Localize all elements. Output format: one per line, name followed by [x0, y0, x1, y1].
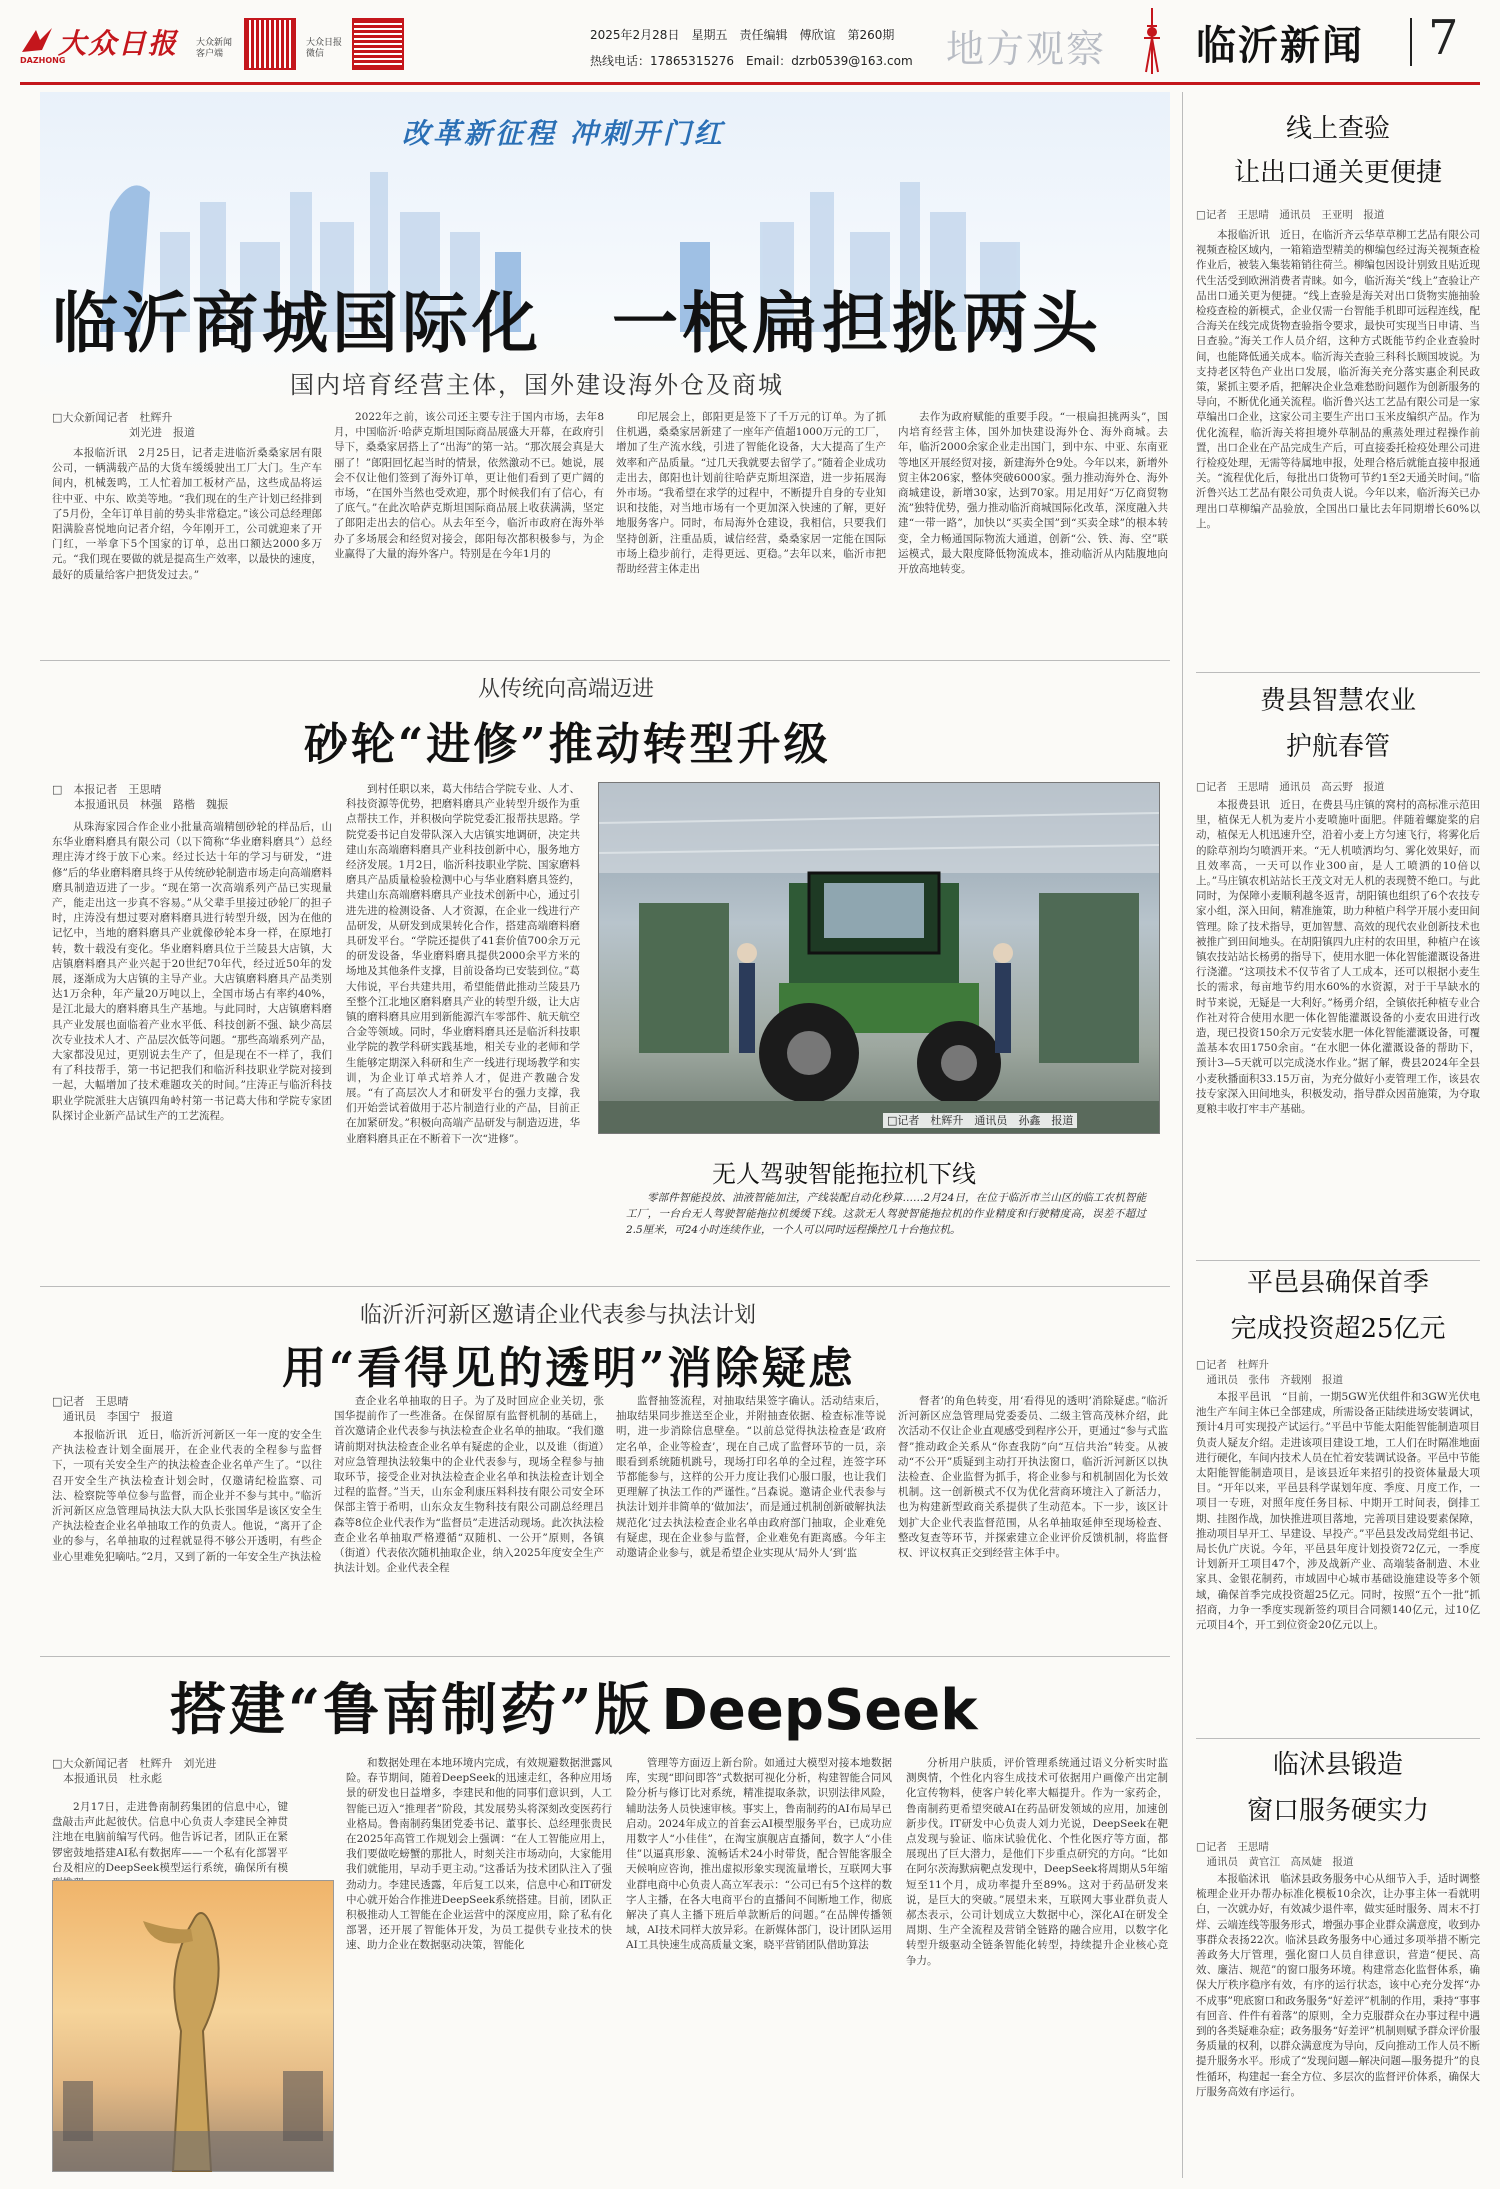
story2-paragraph: 到村任职以来，葛大伟结合学院专业、人才、科技资源等优势，把磨料磨具产业转型升级作为重点帮扶工作，并积极向学院党委汇报帮扶思路。学院党委书记自发带队深入大店镇实地调研，决定共建山东高端磨料磨具产业科技创新中心，服务地方经济发展。1月2日，临沂科技职业学院、国家磨料磨具产品质量检验检测中心与华业磨料磨具签约，共建山东高端磨料磨具产业技术创新中心，通过引进先进的检测设备、人才资源，在企业一线进行产品研发，从研发到成果转化合作，搭建高端磨料磨具研发平台。“学院还提供了41套价值700余万元的研发设备，华业磨料磨具提供2000余平方米的场地及其他条件支撑，目前设备均已安装到位。”葛大伟说，平台共建共用，希望能借此推动兰陵县乃至整个江北地区磨料磨具产业的转型升级，让大店镇的磨料磨具应用到新能源汽车零部件、航天航空合金等领域。同时，华业磨料磨具还是临沂科技职业学院的教学科研实践基地，相关专业的老师和学生能够定期深入科研和生产一线进行现场教学和实训，为企业订单式培养人才，促进产教融合发展。“有了高层次人才和研发平台的强力支撑，我们开始尝试着做用于芯片制造行业的产品，目前正在加紧研发。”积极向高端产品研发与制造迈进，华业磨料磨具正在不断着下一次“进修”。: [346, 783, 580, 1145]
section-label: 地方观察: [946, 27, 1107, 71]
sidebar-section-divider: [1196, 1738, 1480, 1739]
lead-paragraph: 2022年之前，该公司还主要专注于国内市场，去年8月，中国临沂·哈萨克斯坦国际商品展盛大开幕，在政府引导下，桑桑家居搭上了“出海”的第一站。“那次展会真是大丽了！”郎阳回忆起当时的情景，依然激动不已。她说，展会不仅让他们签到了海外订单，更让他们看到了更广阔的市场，“在国外当然也受欢迎，那个时候我们有了信心，有了底气。”在此次哈萨克斯坦国际商品展上收获满满，坚定了郎阳走出去的信心。从去年至今，临沂市政府在海外举办了多场展会和经贸对接会，郎阳每次都积极参与，为企业赢得了大量的海外客户。特别是在今年1月的: [334, 411, 604, 560]
section-divider: [40, 660, 1170, 661]
qr-code-icon: [352, 18, 404, 70]
side3-headline-2: 完成投资超25亿元: [1230, 1314, 1446, 1344]
sidebar-section-divider: [1196, 672, 1480, 673]
story4-byline: □大众新闻记者 杜辉升 刘光进 本报通讯员 杜永彪: [52, 1757, 217, 1785]
story2-headline: 砂轮“进修”推动转型升级: [304, 719, 831, 770]
side1-paragraph: 本报临沂讯 近日，在临沂齐云华草草柳工艺品有限公司视频查检区域内，一箱箱造型精美的柳编包经过海关视频查检作业后，被装入集装箱销往荷兰。柳编包因设计别致且贴近现代生活受到欧洲消费者青睐。如今，临沂海关“线上”查验让产品出口通关更为便捷。“线上查验是海关对出口货物实施抽验检疫查检的新模式，企业仅需一台智能手机即可远程连线，配合海关在线完成货物查验指令要求，最快可实现当日申请、当日查验。”海关工作人员介绍，这种方式既能节约企业查验时间，也能降低通关成本。临沂海关查验三科科长顾国坡说。为支持老区特色产业出口发展，临沂海关充分落实惠企利民政策，紧抓主要矛盾，把解决企业急难愁盼问题作为创新服务的导向，不断优化通关流程。临沂鲁兴达工艺品有限公司是一家草编出口企业，这家公司主要生产出口玉米皮编织产品。作为优化流程，临沂海关将担境外草制品的熏蒸处理过程操作前置，出口企业在产品完成生产后，可直接委托检疫处理公司进行检疫处理，无需等待属地申报，处理合格后就能直接申报通关。“流程优化后，每批出口货物可节约1至2天通关时间。”临沂鲁兴达工艺品有限公司负责人说。今年以来，临沂海关已办理出口草柳编产品验放，全国出口量比去年同期增长60%以上。: [1196, 229, 1480, 530]
tv-tower-icon: [1140, 8, 1164, 74]
lead-subhead: 国内培育经营主体，国外建设海外仓及商城: [290, 371, 784, 399]
lead-column-4: [898, 410, 1168, 646]
story3-column-2: [334, 1394, 604, 1644]
story3-column-3: [616, 1394, 886, 1644]
side4-headline-2: 窗口服务硬实力: [1246, 1796, 1429, 1826]
logo-en: DAZHONG: [20, 56, 66, 65]
story3-byline: □记者 王思晴 通讯员 李国宁 报道: [52, 1395, 173, 1423]
logo-emblem-icon: [20, 26, 54, 56]
story3-column-4: [898, 1394, 1168, 1644]
tractor-photo: [598, 782, 1160, 1134]
qr-label-wechat: 大众日报 微信: [306, 38, 343, 59]
side4-byline: □记者 王思晴 通讯员 黄官江 高凤婕 报道: [1196, 1841, 1354, 1868]
sidebar-section-divider: [1196, 1260, 1480, 1261]
story3-column-1: [52, 1428, 322, 1644]
logo-text: 大众日报: [58, 27, 179, 60]
side3-body: [1196, 1390, 1480, 1732]
lead-column-2: [334, 410, 604, 646]
side3-byline: □记者 杜辉升 通讯员 张伟 齐载刚 报道: [1196, 1359, 1343, 1386]
side4-paragraph: 本报临沭讯 临沭县政务服务中心从细节入手，适时调整梳理企业开办帮办标准化模板10余次，让办事主体一看就明白，一次就办好，有效减少退件率，做实延时服务、周末不打烊、云端连线等服务形式，增强办事企业群众满意度，收到办事群众表扬22次。临沭县政务服务中心通过多项举措不断完善政务大厅管理，强化窗口人员自律意识，营造“便民、高效、廉洁、规范”的窗口服务环境。构建常态化监督体系，确保大厅秩序稳序有效，有序的运行状态，该中心充分发挥“办不成事”兜底窗口和政务服务“好差评”机制的作用，秉持“事事有回音、件件有着落”的原则，全力克服群众在办事过程中遇到的各类疑难杂症；政务服务“好差评”机制则赋予群众评价服务质量的权利，以群众满意度为导向，反向推动工作人员不断提升服务水平。形成了“发现问题—解决问题—服务提升”的良性循环，构建起一套全方位、多层次的监督评价体系，确保大厅服务高效有序运行。: [1196, 1873, 1480, 2098]
story2-paragraph: 从珠海家园合作企业小批量高端精刨砂轮的样品后，山东华业磨料磨具有限公司（以下简称“华业磨料磨具”）总经理庄涛才终于放下心来。经过长达十年的学习与研发，“进修”后的华业磨料磨具终于从传统砂轮制造市场走向高端磨料磨具制造迈进了一步。“现在第一次高端系列产品已实现量产，能走出这一步真不容易。”从父辈手里接过砂轮厂的担子时，庄涛没有想过要对磨料磨具进行转型升级，因为在他的记忆中，当地的磨料磨具产业就像砂轮本身一样，在原地打转，数十载没有变化。华业磨料磨具位于兰陵县大店镇，大店镇磨料磨具产业兴起于20世纪70年代，经过近50年的发展，逐渐成为大店镇的主导产业。大店镇磨料磨具产品类别达1万余种，年产量20万吨以上，全国市场占有率约40%，是江北最大的磨料磨具生产基地。与此同时，大店镇磨料磨具产业发展也面临着产业水平低、科技创新不强、缺少高层次专业技术人才、产品层次低等问题。“那些高端系列产品，大家都没见过，更别说去生产了，但是现在不一样了，我们有了科技帮手，第一书记把我们和临沂科技职业学院对接到一起，大幅增加了技术难题攻关的时间。”庄涛正与临沂科技职业学院派驻大店镇四角岭村第一书记葛大伟和学院专家团队探讨企业新产品试生产的工艺流程。: [52, 821, 332, 1122]
side1-headline-1: 线上查验: [1285, 114, 1390, 144]
side2-paragraph: 本报费县讯 近日，在费县马庄镇的窝村的高标准示范田里，植保无人机为麦片小麦喷施叶面肥。伴随着螺旋桨的启动，植保无人机迅速升空，沿着小麦上方匀速飞行，将雾化后的除草剂均匀喷洒开来。“无人机喷洒均匀、雾化效果好，而且效率高，一天可以作业300亩，是人工喷洒的10倍以上。”马庄镇农机站站长王茂文对无人机的表现赞不绝口。与此同时，为保障小麦顺利越冬返青，胡阳镇也组织了6个农技专家小组，深入田间，精准施策，助力种植户科学开展小麦田间管理。除了技术指导，更加智慧、高效的现代农业创新技术也被推广到田间地头。在胡阳镇四九庄村的农田里，种植户在该镇农技站站长杨勇的指导下，使用水肥一体化智能灌溉设备进行浇灌。“这项技术不仅节省了人工成本，还可以根据小麦生长的需求，每亩地节约用水60%的水资源，对于干旱缺水的时节来说，无疑是一大利好。”杨勇介绍，全镇依托种植专业合作社对符合使用水肥一体化智能灌溉设备的小麦农田进行改造，现已投资150余万元安装水肥一体化智能灌溉设备，可覆盖基本农田1750余亩。“在水肥一体化灌溉设备的帮助下，预计3—5天就可以完成浇水作业。”据了解，费县2024年全县小麦秋播面积33.15万亩，为充分做好小麦管理工作，该县农技专家深入田间地头，积极发动，指导群众因苗施策，为夺取夏粮丰收打牢丰产基础。: [1196, 799, 1480, 1116]
side4-body: [1196, 1872, 1480, 2178]
sidebar-divider: [1182, 92, 1183, 2178]
photo-title: 无人驾驶智能拖拉机下线: [712, 1160, 976, 1188]
side3-paragraph: 本报平邑讯 “目前，一期5GW光伏组件和3GW光伏电池生产车间主体已全部建成，所需设备正陆续进场安装调试，预计4月可实现投产试运行。”平邑中节能太阳能智能制造项目负责人疑友介绍。走进该项目建设工地，工人们在时隔准地面进行硬化，车间内技术人员在忙着安装调试设备。平邑中节能太阳能智能制造项目，是该县近年来招引的投资体量最大项目。“开年以来，平邑县科学谋划年度、季度、月度工作，一项目一专班，对照年度任务目标、中期开工时间表，倒排工期、挂图作战，加快推进项目落地，完善项目建设要素保障，推动项目早开工、早建设、早投产。”平邑县发改局党组书记、局长仇广庆说。今年，平邑县年度计划投资72亿元，一季度计划新开工项目47个，涉及战新产业、高端装备制造、木业家具、金银花制药，市域固中心城市基础设施建设等多个领域，确保首季完成投资超25亿元。同时，按照“五个一批”抓招商，力争一季度实现新签约项目合同额140亿元，过10亿元项目4个，开工到位资金20亿元以上。: [1196, 1391, 1480, 1632]
masthead: [0, 0, 1500, 80]
story4-paragraph: 2月17日，走进鲁南制药集团的信息中心，键盘敲击声此起彼伏。信息中心负责人李建民全神贯注地在电脑前编写代码。他告诉记者，团队正在紧锣密鼓地搭建AI私有数据库——一个私有化部署平台及相应的DeepSeek模型运行系统，确保所有模: [52, 1801, 288, 1874]
story2-column-1: [52, 820, 332, 1276]
page-title: 临沂新闻: [1196, 22, 1364, 69]
story4-headline-en: DeepSeek: [661, 1678, 978, 1743]
story2-column-2: [346, 782, 580, 1276]
story4-headline-cn: 搭建“鲁南制药”版: [170, 1677, 654, 1743]
lead-column-1: [52, 446, 322, 646]
story4-column-1: [52, 1800, 288, 1874]
story4-paragraph: 分析用户肤质，评价管理系统通过语义分析实时监测舆情，个性化内容生成技术可依据用户画像产出定制化宣传物料，使客户转化率大幅提升。作为一家药企，鲁南制药更希望突破AI在药品研发领域的应用，加速创新步伐。IT研发中心负责人刘力光说，DeepSeek在靶点发现与验证、临床试验优化、个性化医疗等方面，都展现出了巨大潜力，是他们下步重点研究的方向。“比如在阿尔茨海默病靶点发现中，DeepSeek将周期从5年缩短至11个月，成功率提升至89%。这对于药品研发来说，是巨大的突破。”展望未来，互联网大事业群负责人郝杰表示，公司计划成立大数据中心，深化AI在研发全周期、生产全流程及营销全链路的融合应用，以数字化转型升级驱动全链条智能化转型，持续提升企业核心竞争力。: [906, 1757, 1168, 1967]
qr-label-app: 大众新闻 客户端: [196, 38, 233, 59]
banner-slogan: 改革新征程 冲刺开门红: [402, 117, 725, 150]
side2-headline-1: 费县智慧农业: [1259, 686, 1416, 716]
side3-headline-1: 平邑县确保首季: [1246, 1268, 1429, 1298]
story3-headline: 用“看得见的透明”消除疑虑: [282, 1343, 856, 1394]
masthead-rule: [20, 82, 1480, 85]
lead-paragraph: 本报临沂讯 2月25日，记者走进临沂桑桑家居有限公司，一辆满载产品的大货车缓缓驶出工厂大门。生产车间内，机械轰鸣，工人忙着加工板材产品，这些成品将运往中亚、中东、欧美等地。“我们现在的生产计划已经排到了5月份，全年订单目前的势头非常稳定。”该公司总经理郎阳满脸喜悦地向记者介绍，今年刚开工，公司就迎来了开门红，一举拿下5个国家的订单，总出口额达2000多万元。“我们现在要做的就是提高生产效率，以最快的速度，最好的质量给客户把货发过去。”: [52, 447, 322, 581]
lead-paragraph: 印尼展会上，郎阳更是签下了千万元的订单。为了抓住机遇，桑桑家居新建了一座年产值超1000万元的工厂，增加了生产流水线，引进了智能化设备，大大提高了生产效率和产品质量。“过几天我就要去留学了。”随着企业成功走出去，郎阳也计划前往哈萨克斯坦深造，进一步拓展海外市场。“我希望在求学的过程中，不断提升自身的专业知识和技能，对当地市场有一个更加深入快速的了解，更好地服务客户。同时，布局海外仓建设，我相信，只要我们坚持创新，注重品质，诚信经营，桑桑家居一定能在国际市场上稳步前行，走得更远、更稳。”去年以来，临沂市把帮助经营主体走出: [616, 411, 886, 576]
side1-headline-2: 让出口通关更便捷: [1233, 158, 1442, 188]
lead-byline: □大众新闻记者 杜辉升 刘光进 报道: [52, 411, 195, 439]
side2-body: [1196, 798, 1480, 1254]
side1-byline: □记者 王思晴 通讯员 王亚明 报道: [1196, 209, 1385, 221]
story4-column-3: [626, 1756, 892, 2176]
section-divider: [40, 1286, 1170, 1287]
sculpture-photo: [52, 1880, 334, 2172]
photo-caption: 零部件智能投放、油液智能加注，产线装配自动化秒算……2月24日，在位于临沂市兰山区的临工农机智能工厂，一台台无人驾驶智能拖拉机缓缓下线。这款无人驾驶智能拖拉机的作业精度和行驶精度高，误差不超过2.5厘米，可24小时连续作业，一个人可以同时远程操控几十台拖拉机。: [626, 1192, 1146, 1236]
qr-code-icon: [244, 18, 296, 70]
side2-headline-2: 护航春管: [1285, 732, 1390, 762]
lead-column-3: [616, 410, 886, 646]
story3-paragraph: 本报临沂讯 近日，临沂沂河新区一年一度的安全生产执法检查计划全面展开，在企业代表的全程参与监督下，一项有关安全生产的执法检查企业名单产生了。“以往召开安全生产执法检查计划会时，仅邀请纪检监察、司法、检察院等单位参与监督，而企业并不参与其中。”临沂沂河新区应急管理局执法大队大队长张国华是该区安全生产执法检查企业名单抽取工作的负责人。他说，“离开了企业的参与，名单抽取的过程就显得不够公开透明，有些企业心里难免犯嘀咕。”2月，又到了新的一年安全生产执法检: [52, 1429, 322, 1563]
story3-kicker: 临沂沂河新区邀请企业代表参与执法计划: [360, 1303, 757, 1328]
newspaper-logo: [20, 22, 180, 64]
story4-column-4: [906, 1756, 1168, 2176]
story4-headline: [170, 1666, 978, 1746]
lead-headline: 临沂商城国际化 一根扁担挑两头: [52, 284, 1102, 362]
photo-credit: □记者 杜辉升 通讯员 孙鑫 报道: [883, 1113, 1077, 1128]
side2-byline: □记者 王思晴 通讯员 高云野 报道: [1196, 781, 1385, 793]
story4-paragraph: 管理等方面迈上新台阶。如通过大模型对接本地数据库，实现“即问即答”式数据可视化分析，构建智能合同风险分析与修订比对系统，精准提取条款，识别法律风险，辅助法务人员快速审核。事实上，鲁南制药的AI布局早已启动。2024年成立的首套云AI模型服务平台，已成功应用数字人“小佳佳”，在淘宝旗舰店直播间，数字人“小佳佳”以逼真形象、流畅话术24小时带货，配合智能客服全天候响应咨询，推出虚拟形象实现流量增长，互联网大事业群电商中心负责人高立军表示：“公司已有5个这样的数字人主播，在各大电商平台的直播间不间断地工作，彻底解决了真人主播下班后单款断后的问题。”在品牌传播领域，AI技术同样大放异彩。在新媒体部门，设计团队运用AI工具快速生成高质量文案，晓平营销团队借助算法: [626, 1757, 892, 1952]
side1-body: [1196, 228, 1480, 666]
story2-kicker: 从传统向高端迈进: [478, 677, 655, 702]
story3-paragraph: 督者’的角色转变，用‘看得见的透明’消除疑虑。”临沂沂河新区应急管理局党委委员、二级主管高茂林介绍，此次活动不仅让企业直观感受到程序公开，更通过“参与式监督”推动政企关系从“你查我防”向“互信共治”转变。从被动“不公开”质疑到主动打开执法窗口，临沂沂河新区以执法检查、企业监督为抓手，将企业参与和机制固化为长效机制。这一创新模式不仅为优化营商环境注入了新活力，也为构建新型政商关系提供了生动范本。下一步，该区计划扩大企业代表监督范围，从名单抽取延伸至现场检查、整改复查等环节，并探索建立企业评价反馈机制，将监督权、评议权真正交到经营主体手中。: [898, 1395, 1168, 1560]
story2-byline: □ 本报记者 王思晴 本报通讯员 林强 路楷 魏振: [52, 783, 228, 811]
section-divider: [40, 1656, 1170, 1657]
story4-paragraph: 和数据处理在本地环境内完成，有效规避数据泄露风险。春节期间，随着DeepSeek的迅速走红，各种应用场景的研发也日益增多，李建民和他的同事们意识到，人工智能已迈入“推理者”阶段，其发展势头将深刻改变医药行业格局。鲁南制药集团党委书记、董事长、总经理张贵民在2025年高管工作规划会上强调：“在人工智能应用上，我们要做吃螃蟹的那批人，时刻关注市场动向，大家能用我们就能用，早动手更主动。”这番话为技术团队注入了强劲动力。李建民透露，年后复工以来，信息中心和IT研发中心就开始合作推进DeepSeek系统搭建。目前，团队正积极推动人工智能在企业运营中的深度应用，除了私有化部署，还开展了智能体开发，为员工提供专业技术的快速、助力企业在数据驱动决策，智能化: [346, 1757, 612, 1952]
page-divider: [1410, 18, 1412, 66]
contact-line: 热线电话：17865315276 Email：dzrb0539@163.com: [590, 54, 913, 68]
side4-headline-1: 临沭县锻造: [1272, 1750, 1403, 1780]
page-number: 7: [1428, 10, 1459, 66]
story3-paragraph: 监督抽签流程，对抽取结果签字确认。活动结束后，抽取结果同步推送至企业，并附抽查依据、检查标准等说明，进一步消除信息壁垒。“以前总觉得执法检查是‘政府定名单，企业等检查’，现在自己成了监督环节的一员，亲眼看到系统随机跳号，现场打印名单的全过程，连签字环节都能参与，这样的公开力度让我们心服口服，也让我们更理解了执法工作的严谨性。”吕森说。邀请企业代表参与执法计划并非简单的‘做加法’，而是通过机制创新破解执法规范化‘过去执法检查企业名单由政府部门抽取，企业难免有疑虑，现在企业参与监督，企业难免有距离感。今年主动邀请企业参与，就是希望企业实现从‘局外人’到‘监: [616, 1395, 886, 1560]
date-line: 2025年2月28日 星期五 责任编辑 傅欣谊 第260期: [590, 28, 895, 42]
story4-column-2: [346, 1756, 612, 2176]
lead-paragraph: 去作为政府赋能的重要手段。“一根扁担挑两头”，国内培育经营主体，国外加快建设海外仓、海外商城。去年，临沂2000余家企业走出国门，到中东、中亚、东南亚等地区开展经贸对接，新建海外仓9处。今年以来，新增外贸主体206家，整体突破6000家。强力推动海外仓、海外商城建设，新增30家，达到70家。用足用好“万亿商贸物流”独特优势，强力推动临沂商城国际化改革，深度融入共建“一带一路”，加快以“买卖全国”到“买卖全球”的根本转变，全力畅通国际物流大通道，创新“公、铁、海、空”联运模式，最大限度降低物流成本，推动临沂从内陆腹地向开放高地转变。: [898, 411, 1168, 576]
story3-paragraph: 查企业名单抽取的日子。为了及时回应企业关切，张国华提前作了一些准备。在保留原有监督机制的基础上，首次邀请企业代表参与执法检查企业名单的抽取。“我们邀请前期对执法检查企业名单有疑虑的企业，以及谁（街道）对应急管理执法较集中的企业代表参与，现场全程参与抽取环节，接受企业对执法检查企业名单和执法检查计划全过程的监督。”当天，山东金利康压料科技有限公司安全环保部主管于希明，山东众友生物科技有限公司副总经理吕森等8位企业代表作为“监督员”走进活动现场。此次执法检查企业名单抽取严格遵循“双随机、一公开”原则，各镇（街道）代表依次随机抽取企业，纳入2025年度安全生产执法计划。企业代表全程: [334, 1395, 604, 1575]
